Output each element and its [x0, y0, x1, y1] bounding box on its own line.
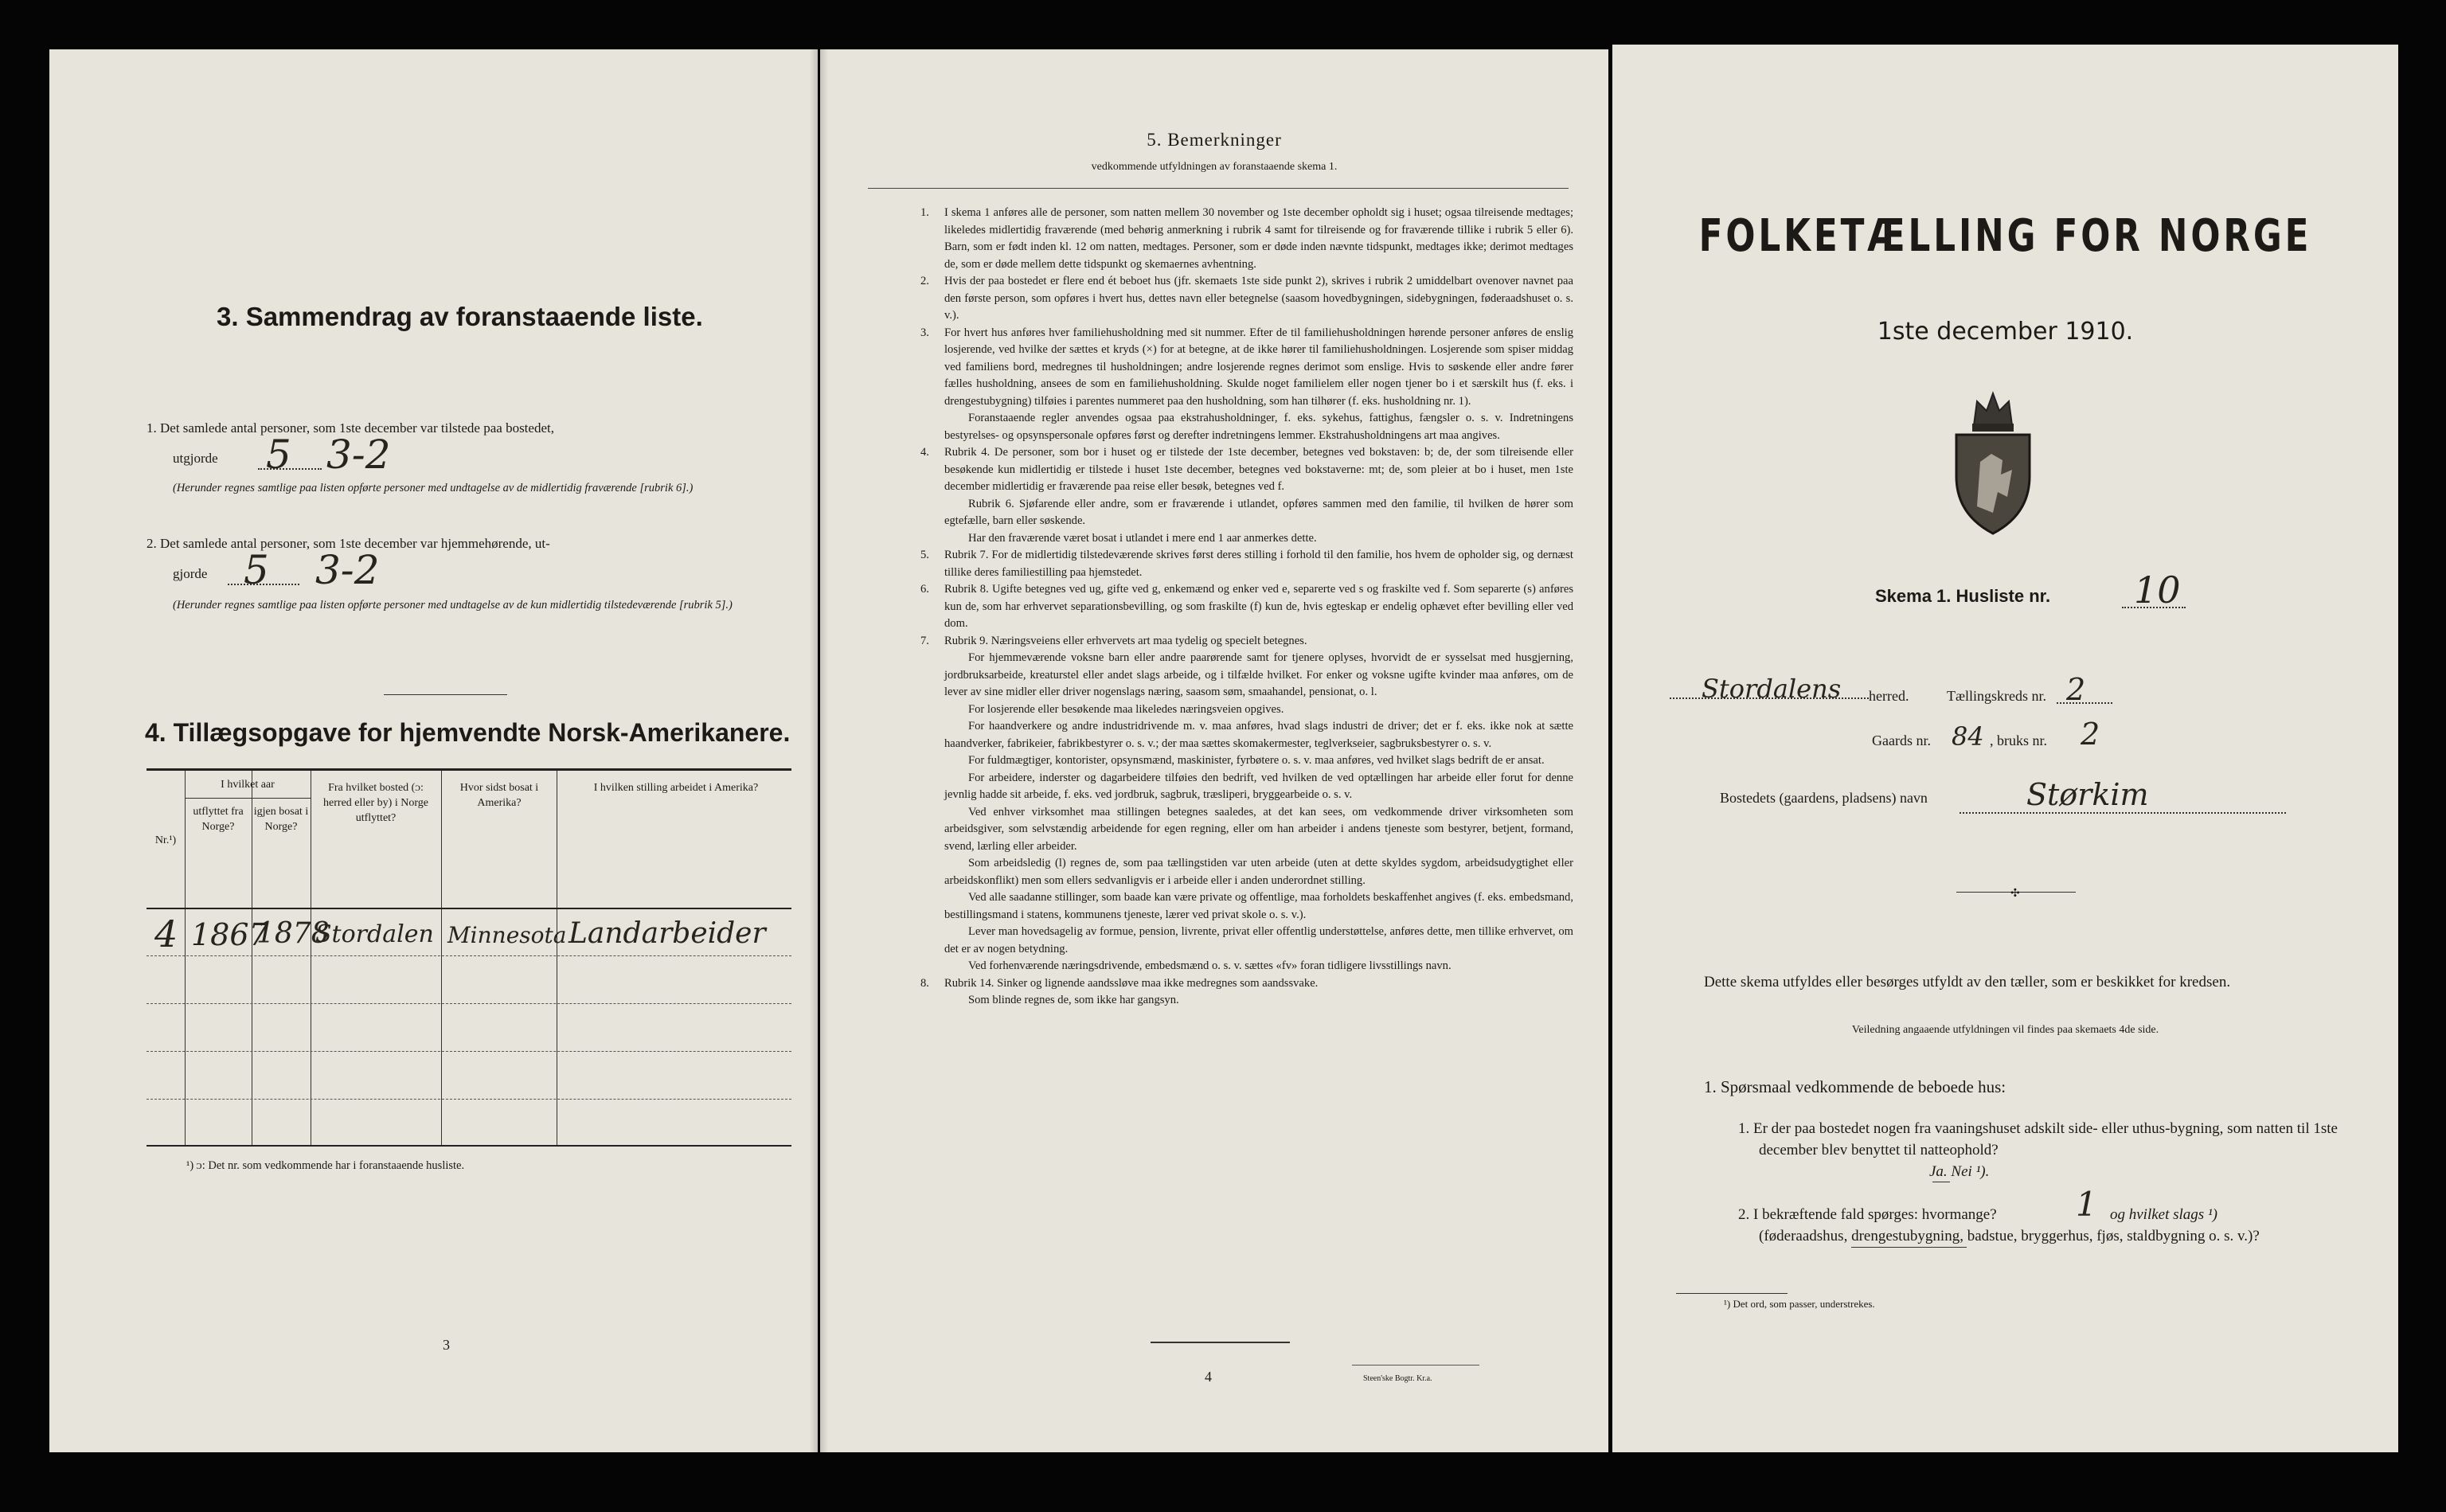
remark-number: 4. — [920, 446, 929, 459]
remark-paragraph — [920, 718, 1573, 752]
krets-value: 2 — [2066, 672, 2086, 707]
col-header-returned: igjen bosat i Norge? — [253, 806, 309, 833]
remark-text: Har den fraværende været bosat i utlandet i mere end 1 aar anmerkes dette. — [968, 531, 1317, 545]
item1-handwritten-extra: 3-2 — [326, 432, 391, 478]
gaards-label: Gaards nr. — [1872, 733, 1931, 748]
question-2-start: 2. I bekræftende fald spørges: hvormange? — [1738, 1206, 1997, 1223]
bosted-label: Bostedets (gaardens, pladsens) navn — [1720, 790, 1928, 806]
item2-text: 2. Det samlede antal personer, som 1ste december var hjemmehørende, ut- — [147, 536, 550, 551]
remark-number: 6. — [920, 583, 929, 596]
cell-nr: 4 — [154, 912, 178, 955]
remark-text: Ved alle saadanne stillinger, som baade kan være private og offentlige, maa forholdets beskaffenhet angives (f. eks. embedsmand, bestillingsmand i statens, kommunens tjeneste, lærer ved privat skole o. s. v.). — [944, 891, 1573, 921]
remark-text: Som blinde regnes de, som ikke har gangsyn. — [968, 994, 1179, 1006]
remark-paragraph — [920, 547, 1573, 581]
cell-from-where: Stordalen — [315, 920, 434, 948]
remark-text: Ved enhver virksomhet maa stillingen betegnes saaledes, at det kan sees, om vedkommende driver virksomheten som arbeidsgiver, som selvstændig arbeidende for egen regning, eller om han arbeider i andens tjeneste som bestyrer, betjent, formand, svend, lærling eller arbeider. — [944, 805, 1573, 853]
remark-text: Rubrik 6. Sjøfarende eller andre, som er fraværende i utlandet, opføres sammen med den familie, til hvilken de hører som egtefælle, barn eller søskende. — [944, 497, 1573, 527]
page-remarks — [820, 49, 1608, 1452]
question-1: 1. Er der paa bostedet nogen fra vaaningshuset adskilt side- eller uthus-bygning, som natten til 1ste december blev benyttet til natteophold? — [1738, 1120, 2338, 1158]
remark-text: Ved forhenværende næringsdrivende, embedsmænd o. s. v. sættes «fv» foran tidligere livsstillings navn. — [968, 959, 1452, 972]
page-number: 3 — [443, 1337, 450, 1353]
remark-text: For fuldmægtiger, kontorister, opsynsmænd, maskinister, fyrbøtere o. s. v. maa anføres, ved hvilket slags bedrift de er ansat. — [968, 754, 1545, 767]
cover-footnote: ¹) Det ord, som passer, understrekes. — [1724, 1298, 1875, 1310]
ornament-icon: ✣ — [2010, 888, 2020, 900]
herred-value: Stordalens — [1702, 674, 1842, 704]
question-2-options: (føderaadshus, drengestubygning, badstue, bryggerhus, fjøs, staldbygning o. s. v.)? — [1759, 1228, 2260, 1244]
remark-paragraph — [920, 325, 1573, 411]
remark-text: Rubrik 9. Næringsveiens eller erhvervets art maa tydelig og specielt betegnes. — [944, 634, 1307, 647]
remarks-body — [920, 205, 1573, 1010]
remark-text: For haandverkere og andre industridrivende m. v. maa anføres, hvad slags industri de driver; det er f. eks. ikke nok at sætte haandverker, fabrikeier, fabrikbestyrer o. s. v.; der maa sættes skomakermester, teglverkseier, sagbruksbestyrer o. s. v. — [944, 720, 1573, 750]
remark-paragraph — [920, 650, 1573, 701]
remark-text: Som arbeidsledig (l) regnes de, som paa tællingstiden var uten arbeide (uten at dette skyldes sygdom, arbeidsudygtighet eller arbeidskonflikt) men som ellers sedvanligvis er i arbeide eller i anden underordnet stilling. — [944, 857, 1573, 887]
col-header-group: I hvilket aar — [221, 779, 275, 791]
remark-paragraph — [920, 992, 1573, 1010]
remark-paragraph — [920, 804, 1573, 856]
question-2-kind: og hvilket slags ¹) — [2110, 1206, 2217, 1223]
remark-paragraph — [920, 770, 1573, 804]
bosted-value: Størkim — [2026, 777, 2149, 812]
printer-mark: Steen'ske Bogtr. Kr.a. — [1363, 1374, 1432, 1383]
page-number: 4 — [1205, 1369, 1212, 1385]
item2-prefix: gjorde — [173, 566, 208, 581]
remark-text: Hvis der paa bostedet er flere end ét beboet hus (jfr. skemaets 1ste side punkt 2), skrives i rubrik 2 umiddelbart ovenover navnet paa den første person, som opføres i hvert hus, dettes navn eller betegnelse (saasom hovedbygningen, sidebygningen, føderaadshuset o. s. v.). — [944, 275, 1573, 322]
remark-paragraph — [920, 633, 1573, 651]
remark-text: For hjemmeværende voksne barn eller andre paarørende samt for tjenere oplyses, hvorvidt de er sysselsat med husgjerning, jordbruksarbeide, kreaturstel eller andet slags arbeide, og i tilfælde hvilket. For enker og voksne ugifte kvinder maa anføres, om de lever av sine midler eller driver nogenslags næring, saasom søm, smaahandel, pensionat, o. l. — [944, 651, 1573, 698]
page-summary — [49, 49, 818, 1452]
page-fold-shadow — [810, 49, 818, 1452]
gaards-value: 84 — [1952, 721, 1984, 752]
remark-number: 5. — [920, 549, 929, 561]
page-cover — [1612, 45, 2398, 1452]
remark-paragraph — [920, 701, 1573, 719]
remark-number: 2. — [920, 275, 929, 287]
remark-number: 7. — [920, 634, 929, 647]
remark-text: Foranstaaende regler anvendes ogsaa paa ekstrahusholdninger, f. eks. sykehus, fattighus, fængsler o. s. v. Indretningens bestyrelses- og opsynspersonale opføres først og derefter indretningens lemmer. Ekstrahusholdningens art maa angives. — [944, 412, 1573, 442]
remark-paragraph — [920, 581, 1573, 633]
remark-text: Rubrik 7. For de midlertidig tilstedeværende skrives først deres stilling i forhold til den familie, hos hvem de opholder sig, og dernæst tillike deres familiestilling paa hjemstedet. — [944, 549, 1573, 579]
remark-text: Lever man hovedsagelig av formue, pension, livrente, privat eller offentlig understøttelse, anføres dette, men tillike erhvervet, om det er av nogen betydning. — [944, 925, 1573, 955]
col-header-nr: Nr.¹) — [154, 834, 177, 846]
item2-note: (Herunder regnes samtlige paa listen opførte personer med undtagelse av de kun midlertidig tilstedeværende [rubrik 5].) — [173, 599, 733, 611]
remark-number: 1. — [920, 206, 929, 219]
remark-paragraph — [920, 958, 1573, 975]
remark-paragraph — [920, 530, 1573, 548]
col-header-occupation: I hvilken stilling arbeidet i Amerika? — [593, 782, 759, 794]
remark-paragraph — [920, 924, 1573, 958]
col-header-emigrated: utflyttet fra Norge? — [193, 806, 244, 833]
remarks-subtitle: vedkommende utfyldningen av foranstaaende skema 1. — [1091, 161, 1338, 173]
col-header-last-residence: Hvor sidst bosat i Amerika? — [459, 782, 539, 809]
cell-last-residence: Minnesota — [447, 922, 567, 948]
section-4-heading: 4. Tillægsopgave for hjemvendte Norsk-Amerikanere. — [145, 718, 791, 747]
cell-returned: 1878 — [256, 917, 330, 950]
remark-text: Rubrik 4. De personer, som bor i huset og er tilstede der 1ste december, betegnes ved bokstaven: b; de, der som tilreisende eller besøkende kun midlertidig er tilstede i huset 1ste december, betegnes ved bokstaverne: mt; de, som pleier at bo i huset, men 1ste december midlertidig er fraværende paa reise eller besøk, betegnes ved f. — [944, 446, 1573, 493]
bruks-value: 2 — [2081, 717, 2100, 752]
item1-prefix: utgjorde — [173, 451, 218, 466]
cell-emigrated: 1867 — [191, 917, 268, 952]
cover-guide: Veiledning angaaende utfyldningen vil findes paa skemaets 4de side. — [1851, 1024, 2159, 1036]
remark-text: For arbeidere, inderster og dagarbeidere tilføies den bedrift, ved hvilken de ved optællingen har arbeide eller forut for denne jevnlig hadde sit arbeide, f. eks. ved jordbruk, sagbruk, træsliperi, bryggearbeide o. s. v. — [944, 771, 1573, 801]
question-heading: 1. Spørsmaal vedkommende de beboede hus: — [1704, 1077, 2006, 1096]
remark-paragraph — [920, 496, 1573, 530]
house-number: 10 — [2134, 568, 2181, 611]
schema-label: Skema 1. Husliste nr. — [1875, 586, 2051, 606]
coat-of-arms-icon — [1945, 387, 2041, 538]
table-footnote: ¹) ᴐ: Det nr. som vedkommende har i foranstaaende husliste. — [186, 1159, 465, 1172]
remark-paragraph — [920, 752, 1573, 770]
remark-text: For losjerende eller besøkende maa likeledes næringsveien opgives. — [968, 702, 1284, 716]
section-divider — [384, 694, 507, 695]
question-2-count: 1 — [2076, 1185, 2097, 1224]
col-header-from-where: Fra hvilket bosted (ᴐ: herred eller by) i Norge utflyttet? — [323, 782, 428, 824]
remark-paragraph — [920, 273, 1573, 325]
remark-number: 3. — [920, 326, 929, 339]
remark-paragraph — [920, 444, 1573, 496]
remark-text: I skema 1 anføres alle de personer, som natten mellem 30 november og 1ste december opholdt sig i huset; ogsaa tilreisende medtages; likeledes midlertidig fraværende (med behørig anmerkning i rubrik 4 samt for tilreisende og for fraværende tillike i rubrik 5 eller 6). Barn, som er født inden kl. 12 om natten, medtages. Personer, som er døde inden nævnte tidspunkt, medtages ikke; derimot medtages de, som er døde mellem dette tidspunkt og skemaernes avhentning. — [944, 206, 1573, 271]
section-3-heading: 3. Sammendrag av foranstaaende liste. — [217, 302, 703, 331]
bruks-label: , bruks nr. — [1990, 733, 2047, 748]
remark-paragraph — [920, 410, 1573, 444]
item1-note: (Herunder regnes samtlige paa listen opførte personer med undtagelse av de midlertidig fraværende [rubrik 6].) — [173, 482, 694, 494]
krets-label: Tællingskreds nr. — [1947, 688, 2046, 704]
remark-paragraph — [920, 889, 1573, 924]
remark-text: For hvert hus anføres hver familiehusholdning med sit nummer. Efter de til familiehusholdningen hørende personer anføres de enslig losjerende, ved hvilke der sættes et kryds (×) for at betegne, at de ikke hører til familiehusholdningen. Losjerende som spiser middag ved familiens bord, medregnes til husholdningen; andre losjerende regnes derimot som enslige. Hvis to søskende eller andre fører fælles husholdning, ansees de som en familiehusholdning. Skulde noget familielem eller nogen tjener bo i et særskilt hus (f. eks. i drengestubygning) tilføies i parentes nummeret paa den husholdning, som han tilhører (f. eks. husholdning nr. 1). — [944, 326, 1573, 408]
cell-occupation: Landarbeider — [569, 917, 766, 950]
herred-label: herred. — [1869, 688, 1909, 704]
item1-count: 5 — [266, 432, 291, 478]
remarks-end-rule — [1151, 1342, 1290, 1343]
remark-text: Rubrik 14. Sinker og lignende aandssløve maa ikke medregnes som aandssvake. — [944, 976, 1319, 990]
remarks-title: 5. Bemerkninger — [1147, 130, 1282, 150]
item2-count: 5 — [244, 547, 269, 593]
remark-paragraph — [920, 205, 1573, 273]
item2-handwritten-extra: 3-2 — [315, 547, 380, 593]
remark-paragraph — [920, 975, 1573, 993]
remarks-rule — [868, 188, 1569, 189]
cover-intro: Dette skema utfyldes eller besørges utfyldt av den tæller, som er beskikket for kredsen. — [1704, 974, 2231, 990]
remark-paragraph — [920, 855, 1573, 889]
question-1-answer: Ja. Nei ¹). — [1929, 1163, 1990, 1180]
remark-number: 8. — [920, 976, 929, 990]
norsk-amerikanere-table — [147, 768, 791, 1147]
remark-text: Rubrik 8. Ugifte betegnes ved ug, gifte ved g, enkemænd og enker ved e, separerte ved s og fraskilte ved f. Som separerte (s) anføres kun de, som har erhvervet separationsbevilling, og som fraskilte (f) kun de, hvis egteskap er endelig ophævet efter bevilling eller ved dom. — [944, 583, 1573, 630]
item1-text: 1. Det samlede antal personer, som 1ste december var tilstede paa bostedet, — [147, 420, 554, 436]
cover-title: FOLKETÆLLING FOR NORGE — [1698, 210, 2312, 262]
cover-date: 1ste december 1910. — [1877, 318, 2134, 346]
page-fold-shadow — [820, 49, 828, 1452]
